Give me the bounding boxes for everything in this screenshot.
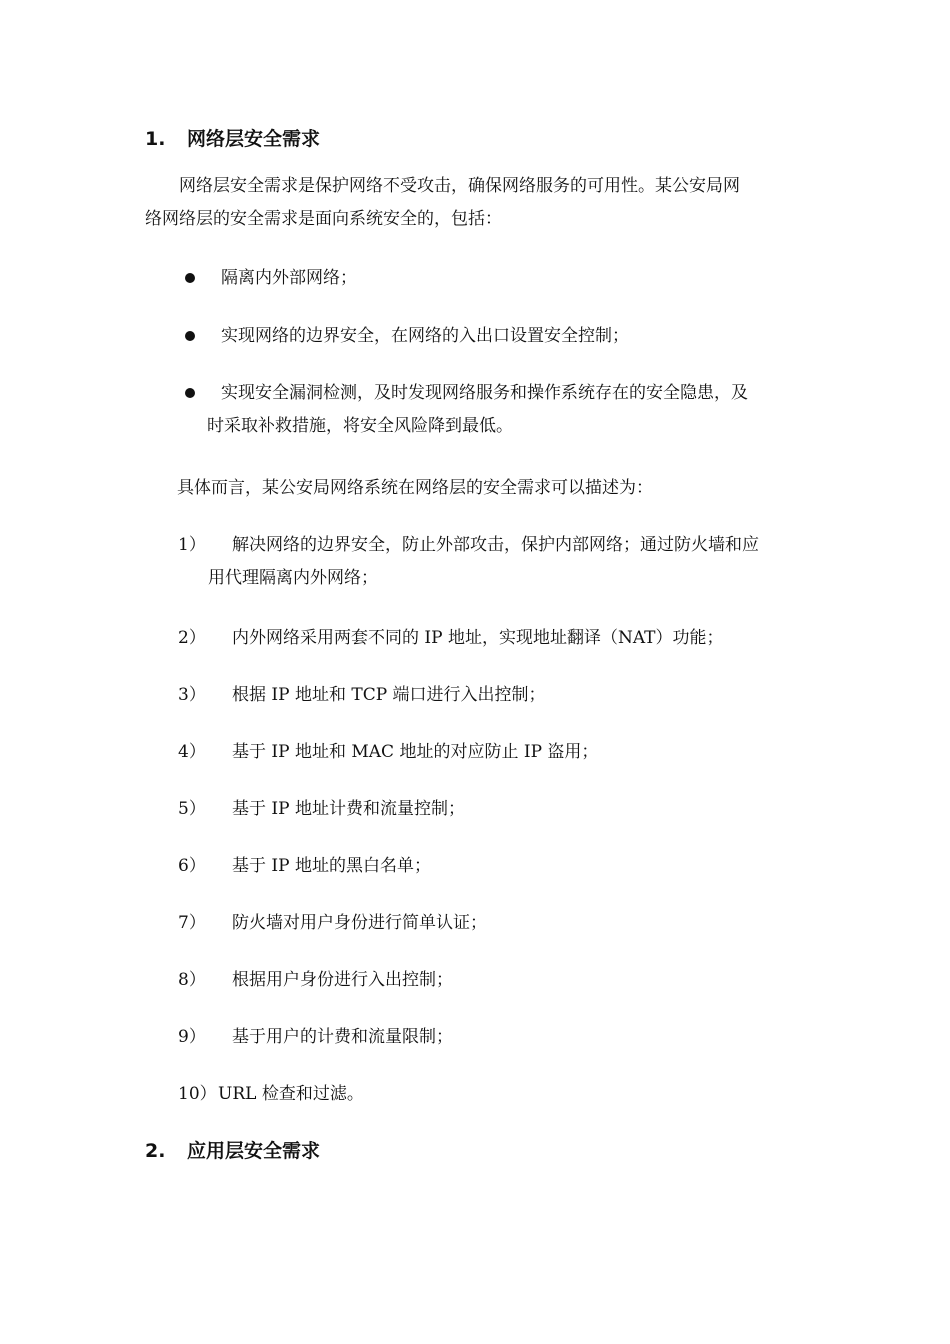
list-item <box>178 736 810 769</box>
list-item <box>178 529 810 595</box>
item-number: 8） <box>178 970 206 990</box>
list-item <box>178 1078 810 1111</box>
item-text: 解决网络的边界安全，防止外部攻击，保护内部网络；通过防火墙和应 <box>232 535 759 555</box>
item-text: 防火墙对用户身份进行简单认证； <box>232 913 487 933</box>
item-text: 基于 IP 地址的黑白名单； <box>232 856 431 876</box>
item-text: 基于 IP 地址计费和流量控制； <box>232 799 465 819</box>
list-item <box>178 850 810 883</box>
item-text: 基于用户的计费和流量限制； <box>232 1027 453 1047</box>
list-item <box>178 964 810 997</box>
item-number: 7） <box>178 913 206 933</box>
intro-line-2: 络网络层的安全需求是面向系统安全的，包括： <box>145 209 502 229</box>
item-text-continued: 用代理隔离内外网络； <box>208 568 378 588</box>
summary-line: 具体而言，某公安局网络系统在网络层的安全需求可以描述为： <box>177 478 653 498</box>
section-number: 2. <box>145 1140 166 1162</box>
list-item <box>178 793 810 826</box>
bullet-item <box>185 377 810 443</box>
section-heading-2 <box>145 1136 320 1163</box>
intro-line-1: 网络层安全需求是保护网络不受攻击，确保网络服务的可用性。某公安局网 <box>179 176 740 196</box>
bullet-item <box>185 262 810 295</box>
section-title: 应用层安全需求 <box>187 1140 321 1162</box>
section-heading-1 <box>145 124 320 151</box>
list-item <box>178 679 810 712</box>
item-number: 6） <box>178 856 206 876</box>
list-item <box>178 1021 810 1054</box>
list-item <box>178 907 810 940</box>
bullet-dot-icon <box>185 388 195 398</box>
item-number: 3） <box>178 685 206 705</box>
bullet-text: 实现安全漏洞检测，及时发现网络服务和操作系统存在的安全隐患，及 <box>221 383 748 403</box>
item-text: 根据用户身份进行入出控制； <box>232 970 453 990</box>
bullet-text-continued: 时采取补救措施，将安全风险降到最低。 <box>207 416 513 436</box>
bullet-item <box>185 320 810 353</box>
item-number: 1） <box>178 535 206 555</box>
list-item <box>178 622 810 655</box>
item-number: 5） <box>178 799 206 819</box>
item-text: 内外网络采用两套不同的 IP 地址，实现地址翻译（NAT）功能； <box>232 628 724 648</box>
item-number: 2） <box>178 628 206 648</box>
item-number: 9） <box>178 1027 206 1047</box>
item-number: 10） <box>178 1084 217 1104</box>
section-number: 1. <box>145 128 166 150</box>
bullet-dot-icon <box>185 331 195 341</box>
item-text: 根据 IP 地址和 TCP 端口进行入出控制； <box>232 685 546 705</box>
bullet-text: 隔离内外部网络； <box>221 268 357 288</box>
bullet-dot-icon <box>185 273 195 283</box>
item-number: 4） <box>178 742 206 762</box>
item-text: 基于 IP 地址和 MAC 地址的对应防止 IP 盗用； <box>232 742 599 762</box>
section-title: 网络层安全需求 <box>187 128 321 150</box>
item-text: URL 检查和过滤。 <box>218 1084 364 1104</box>
intro-paragraph <box>145 170 810 236</box>
bullet-text: 实现网络的边界安全，在网络的入出口设置安全控制； <box>221 326 629 346</box>
